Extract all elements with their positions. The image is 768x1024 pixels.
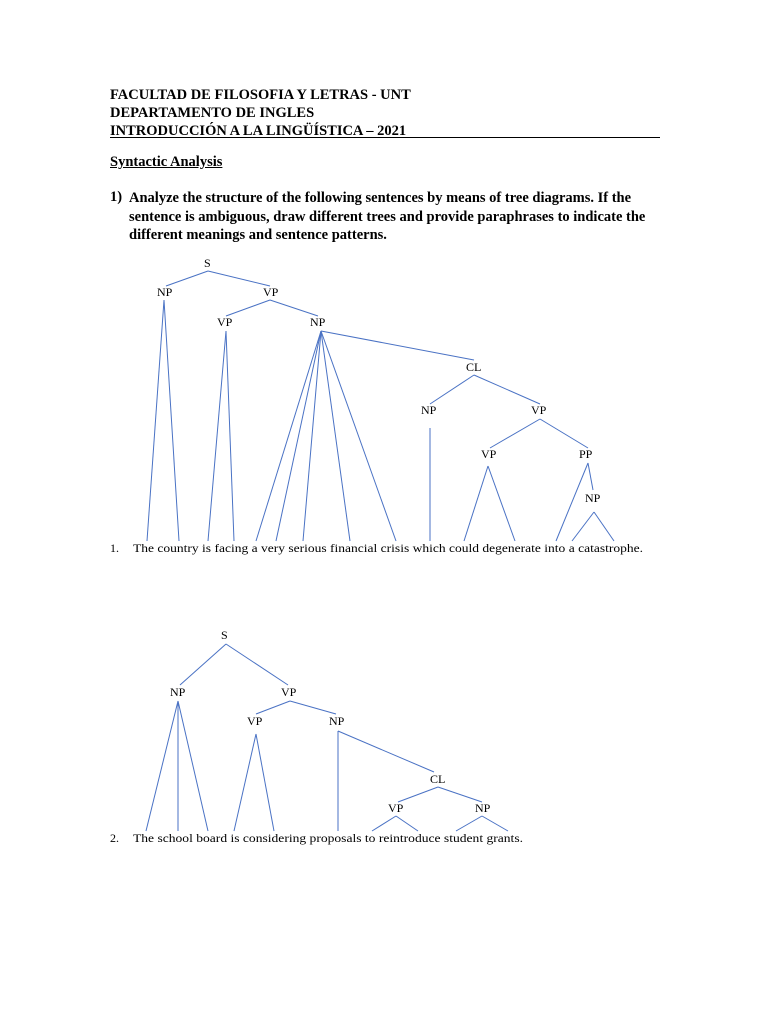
edge xyxy=(438,787,482,802)
edge xyxy=(430,375,474,404)
edge xyxy=(482,816,508,831)
edge xyxy=(464,466,488,541)
faculty-name: FACULTAD DE FILOSOFIA Y LETRAS - UNT xyxy=(110,87,411,103)
tree-1-node-np2: NP xyxy=(310,315,326,329)
edge xyxy=(540,419,588,448)
edge xyxy=(164,300,179,541)
edge xyxy=(147,300,164,541)
tree-1-node-np4: NP xyxy=(585,491,601,505)
department-name: DEPARTAMENTO DE INGLES xyxy=(110,105,315,121)
edge xyxy=(490,419,540,448)
edge xyxy=(372,816,396,831)
edge xyxy=(208,271,270,286)
edge xyxy=(303,331,321,541)
tree-1-node-s: S xyxy=(204,256,211,270)
tree-2-node-np2: NP xyxy=(329,714,345,728)
tree-2-node-np: NP xyxy=(170,685,186,699)
tree-1-node-np3: NP xyxy=(421,403,437,417)
tree-1-node-vp4: VP xyxy=(481,447,497,461)
sentence-2-number: 2. xyxy=(110,831,119,845)
edge xyxy=(456,816,482,831)
edge xyxy=(594,512,614,541)
edge xyxy=(474,375,540,404)
tree-2-edges xyxy=(146,644,508,831)
tree-1-node-np: NP xyxy=(157,285,173,299)
edge xyxy=(208,331,226,541)
edge xyxy=(321,331,350,541)
tree-2-node-vp: VP xyxy=(281,685,297,699)
tree-2-node-vp3: VP xyxy=(388,801,404,815)
tree-2 xyxy=(110,628,523,845)
edge xyxy=(321,331,474,360)
sentence-1-number: 1. xyxy=(110,541,119,555)
edge xyxy=(321,331,396,541)
tree-2-node-np3: NP xyxy=(475,801,491,815)
course-name: INTRODUCCIÓN A LA LINGÜÍSTICA – 2021 xyxy=(110,123,407,139)
tree-2-node-vp2: VP xyxy=(247,714,263,728)
edge xyxy=(488,466,515,541)
edge xyxy=(146,701,178,831)
tree-1-node-vp3: VP xyxy=(531,403,547,417)
sentence-1-text: The country is facing a very serious financial crisis which could degenerate into a catastrophe. xyxy=(133,541,643,555)
edge xyxy=(226,331,234,541)
edge xyxy=(178,701,208,831)
tree-1-node-vp: VP xyxy=(263,285,279,299)
edge xyxy=(256,331,321,541)
section-title: Syntactic Analysis xyxy=(110,154,223,170)
edge xyxy=(572,512,594,541)
edge xyxy=(276,331,321,541)
edge xyxy=(226,300,270,316)
instruction-number: 1) xyxy=(110,189,123,205)
edge xyxy=(396,816,418,831)
tree-1-node-pp: PP xyxy=(579,447,593,461)
tree-1-node-vp2: VP xyxy=(217,315,233,329)
tree-2-node-s: S xyxy=(221,628,228,642)
edge xyxy=(256,734,274,831)
tree-2-node-cl: CL xyxy=(430,772,446,786)
tree-1 xyxy=(110,256,643,555)
edge xyxy=(256,701,290,714)
edge xyxy=(270,300,318,316)
sentence-2-text: The school board is considering proposals to reintroduce student grants. xyxy=(133,831,523,845)
edge xyxy=(290,701,336,714)
edge xyxy=(556,463,588,541)
edge xyxy=(166,271,208,286)
edge xyxy=(226,644,288,685)
edge xyxy=(588,463,593,490)
edge xyxy=(338,731,434,772)
edge xyxy=(398,787,438,802)
edge xyxy=(234,734,256,831)
edge xyxy=(180,644,226,685)
instruction-text: Analyze the structure of the following sentences by means of tree diagrams. If the sentence is ambiguous, draw different trees and provide paraphrases to indicate the different meanings and sentence patterns. xyxy=(129,190,646,243)
tree-1-node-cl: CL xyxy=(466,360,482,374)
